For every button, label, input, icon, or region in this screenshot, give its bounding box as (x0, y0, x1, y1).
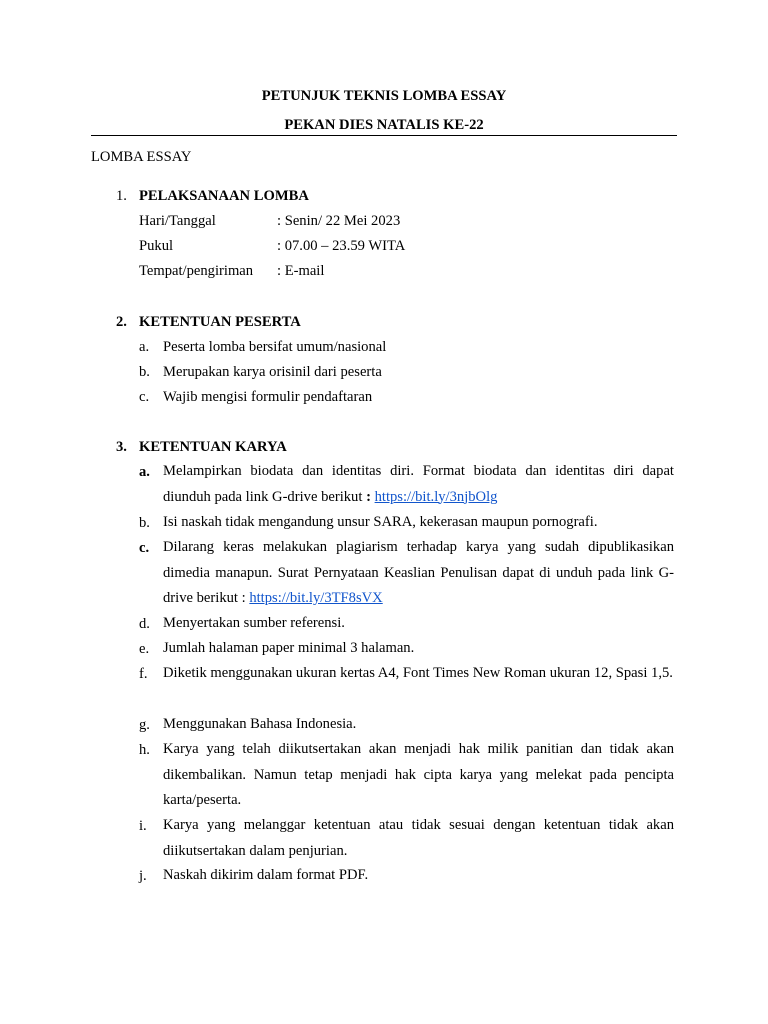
section1-number: 1. (116, 188, 127, 204)
section2-title: KETENTUAN PESERTA (139, 314, 301, 330)
value-time: : 07.00 – 23.59 WITA (277, 238, 406, 254)
list-letter: a. (139, 339, 150, 355)
value-place: : E-mail (277, 263, 325, 279)
list-letter: c. (139, 389, 150, 405)
document-title: PETUNJUK TEKNIS LOMBA ESSAY (261, 88, 507, 104)
list-letter: i. (139, 818, 147, 834)
list-item: Wajib mengisi formulir pendaftaran (163, 389, 373, 405)
list-item: Peserta lomba bersifat umum/nasional (163, 339, 387, 355)
list-letter: d. (139, 616, 150, 632)
list-item-e: Jumlah halaman paper minimal 3 halaman. (163, 640, 415, 656)
list-item-c (163, 535, 674, 612)
list-item-g: Menggunakan Bahasa Indonesia. (163, 716, 357, 732)
list-letter: b. (139, 515, 150, 531)
list-letter: e. (139, 641, 150, 657)
section3-title: KETENTUAN KARYA (139, 439, 287, 455)
document-subtitle: PEKAN DIES NATALIS KE-22 (284, 117, 484, 133)
list-letter: a. (139, 464, 150, 480)
value-date: : Senin/ 22 Mei 2023 (277, 213, 401, 229)
label-date: Hari/Tanggal (139, 213, 216, 229)
list-item-d: Menyertakan sumber referensi. (163, 615, 345, 631)
list-letter: b. (139, 364, 150, 380)
list-letter: f. (139, 666, 148, 682)
section2-number: 2. (116, 314, 127, 330)
list-item: Merupakan karya orisinil dari peserta (163, 364, 382, 380)
title-divider (91, 135, 677, 136)
item-text: Melampirkan biodata dan identitas diri. Format biodata dan identitas diri dapat diunduh pada link G-drive berikut (163, 463, 674, 505)
list-letter: j. (139, 868, 147, 884)
list-item-i: Karya yang melanggar ketentuan atau tidak sesuai dengan ketentuan tidak akan diikutsertakan dalam penjurian. (163, 817, 674, 859)
list-item-a (163, 459, 674, 510)
section-heading: LOMBA ESSAY (91, 149, 192, 165)
list-item-j: Naskah dikirim dalam format PDF. (163, 867, 369, 883)
list-item-b: Isi naskah tidak mengandung unsur SARA, kekerasan maupun pornografi. (163, 514, 598, 530)
colon: : (366, 488, 371, 505)
label-time: Pukul (139, 238, 174, 254)
statement-link[interactable]: https://bit.ly/3TF8sVX (249, 590, 383, 606)
list-item-f: Diketik menggunakan ukuran kertas A4, Font Times New Roman ukuran 12, Spasi 1,5. (163, 665, 673, 681)
list-item-h: Karya yang telah diikutsertakan akan menjadi hak milik panitian dan tidak akan dikembalikan. Namun tetap menjadi hak cipta karya yang melekat pada pencipta karta/peserta. (163, 741, 674, 808)
biodata-link[interactable]: https://bit.ly/3njbOlg (374, 488, 498, 505)
section1-title: PELAKSANAAN LOMBA (139, 188, 309, 204)
list-letter: c. (139, 540, 150, 556)
section3-number: 3. (116, 439, 127, 455)
item-text: Dilarang keras melakukan plagiarism terhadap karya yang sudah dipublikasikan dimedia manapun. Surat Pernyataan Keaslian Penulisan dapat di unduh pada link G-drive berikut : (163, 539, 674, 606)
list-letter: h. (139, 742, 150, 758)
list-letter: g. (139, 717, 150, 733)
label-place: Tempat/pengiriman (139, 263, 254, 279)
